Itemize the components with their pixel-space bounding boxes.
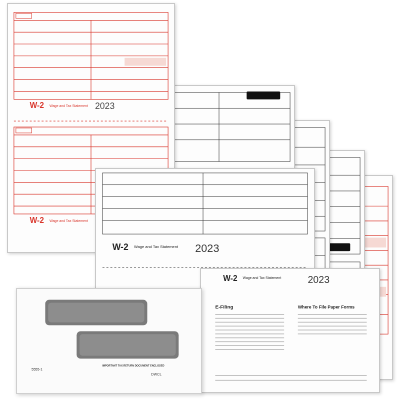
instructions-heading: E-Filing <box>215 305 234 311</box>
double-window-envelope <box>16 288 202 394</box>
form-code-lower: W-2 <box>29 215 45 225</box>
w2-instructions-page <box>200 268 380 393</box>
form-year: 2023 <box>195 242 220 255</box>
form-title: Wage and Tax Statement <box>242 275 282 280</box>
form-code: W-2 <box>29 101 45 111</box>
form-code: W-2 <box>223 273 238 283</box>
form-title-lower: Wage and Tax Statement <box>49 218 88 223</box>
envelope-form-number: 5555-1 <box>31 367 43 372</box>
form-title: Wage and Tax Statement <box>134 243 179 249</box>
form-year: 2023 <box>307 274 330 286</box>
form-year: 2023 <box>94 101 115 112</box>
instructions-subheading: Where To File Paper Forms <box>297 304 355 310</box>
envelope-notice: IMPORTANT TAX RETURN DOCUMENT ENCLOSED <box>102 364 165 368</box>
form-code: W-2 <box>112 241 129 252</box>
envelope-graphic <box>17 289 201 393</box>
envelope-suffix: DWCL <box>151 372 162 377</box>
form-title: Wage and Tax Statement <box>49 104 88 109</box>
form-lines <box>201 269 379 392</box>
